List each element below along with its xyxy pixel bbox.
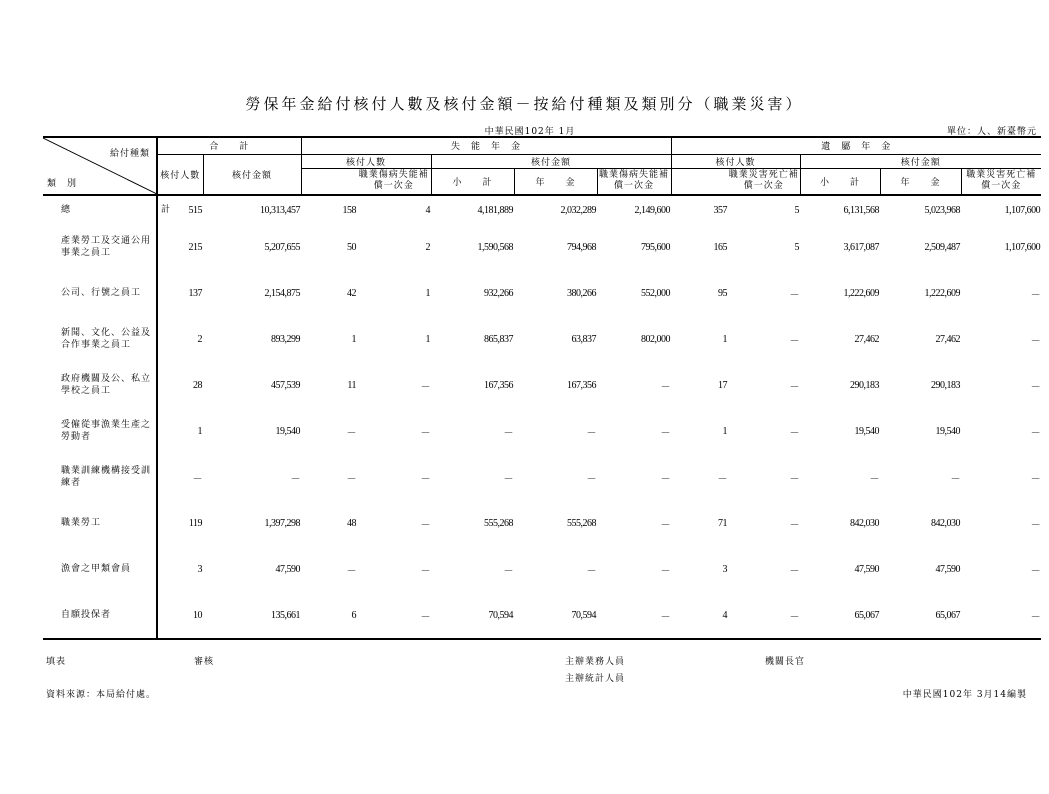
surv-count-header: 核付人數 [671, 154, 800, 168]
cell-dis-subtotal: 1,590,568 [477, 241, 514, 253]
cell-dis-lump-count: 4 [425, 204, 431, 216]
cell-total-amount: 1,397,298 [264, 517, 301, 529]
cell-surv-lump-amount: － [1030, 519, 1041, 531]
cell-dis-count: 48 [347, 517, 357, 529]
cell-surv-annuity: 19,540 [935, 425, 961, 437]
row-label: 職業訓練機構接受訓練者 [43, 454, 157, 500]
cell-dis-annuity: 167,356 [567, 379, 597, 391]
cell-total-count: 215 [188, 241, 202, 253]
table-row [43, 592, 1041, 639]
cell-dis-count: － [346, 473, 357, 485]
cell-dis-subtotal: 555,268 [484, 517, 514, 529]
footer-head: 機關長官 [765, 657, 806, 667]
cell-dis-count: 6 [301, 592, 357, 639]
cell-total-count: － [192, 473, 202, 485]
table-row [43, 500, 1041, 546]
cell-total-count: 1 [197, 425, 202, 437]
cell-total-amount: 5,207,655 [264, 241, 301, 253]
cell-dis-lump-count: 2 [425, 241, 431, 253]
cell-dis-lump-amount: 2,149,600 [634, 204, 671, 216]
cell-dis-lump-count: － [420, 473, 431, 485]
cell-surv-lump-amount: － [1030, 335, 1041, 347]
table-row [43, 224, 1041, 270]
cell-surv-lump-amount: － [1030, 381, 1041, 393]
cell-surv-lump-count: － [789, 427, 800, 439]
cell-total-amount: 457,539 [271, 379, 301, 391]
cell-surv-annuity: 5,023,968 [924, 204, 961, 216]
cell-surv-subtotal: 1,222,609 [843, 287, 880, 299]
row-label: 公司、行號之員工 [43, 270, 157, 316]
cell-surv-lump-count: － [789, 519, 800, 531]
cell-dis-annuity: 2,032,289 [560, 204, 597, 216]
cell-dis-annuity: 63,837 [571, 333, 597, 345]
cell-dis-lump-amount: － [660, 427, 671, 439]
cell-total-amount: 2,154,875 [264, 287, 301, 299]
surv-count-sub-blank [671, 168, 728, 195]
cell-total-count: 515 [188, 204, 202, 216]
cell-surv-lump-amount: － [1030, 473, 1041, 485]
cell-dis-annuity: 380,266 [567, 287, 597, 299]
corner-top-label: 給付種類 [109, 149, 150, 159]
surv-lump-count-header: 職業災害死亡補償一次金 [728, 168, 800, 195]
cell-surv-count: 3 [722, 563, 728, 575]
cell-surv-count: 357 [713, 204, 728, 216]
cell-total-count: 137 [188, 287, 202, 299]
dis-lump-count-header: 職業傷病失能補償一次金 [357, 168, 431, 195]
cell-surv-lump-amount: － [961, 592, 1041, 639]
cell-surv-subtotal: 290,183 [850, 379, 880, 391]
dis-count-header: 核付人數 [301, 154, 431, 168]
cell-surv-lump-count: － [789, 565, 800, 577]
table-row [43, 408, 1041, 454]
cell-surv-count: 17 [718, 379, 728, 391]
cell-surv-subtotal: 65,067 [800, 592, 880, 639]
cell-dis-lump-count: － [420, 427, 431, 439]
cell-dis-annuity: 70,594 [514, 592, 597, 639]
cell-dis-count: － [346, 565, 357, 577]
cell-surv-lump-count: － [789, 289, 800, 301]
cell-surv-lump-amount: － [1030, 289, 1041, 301]
compiled-date: 中華民國102年 3月14編製 [902, 690, 1027, 700]
cell-surv-lump-count: － [789, 473, 800, 485]
footer-stats-officer: 主辦統計人員 [565, 674, 626, 684]
cell-surv-annuity: 27,462 [935, 333, 961, 345]
cell-total-amount: 893,299 [271, 333, 301, 345]
cell-dis-annuity: 794,968 [567, 241, 597, 253]
dis-amount-header: 核付金額 [431, 154, 671, 168]
cell-surv-subtotal: 842,030 [850, 517, 880, 529]
header-corner [43, 137, 157, 195]
cell-dis-subtotal: 865,837 [484, 333, 514, 345]
dis-subtotal-header: 小 計 [431, 168, 514, 195]
cell-dis-lump-amount: 795,600 [641, 241, 671, 253]
table-row [43, 454, 1041, 500]
disability-group-header: 失 能 年 金 [301, 137, 671, 154]
cell-surv-count: － [717, 473, 728, 485]
cell-total-amount: 47,590 [275, 563, 301, 575]
total-count-header: 核付人數 [157, 154, 203, 195]
cell-surv-lump-count: － [789, 335, 800, 347]
cell-dis-lump-count: － [357, 592, 431, 639]
row-label: 自願投保者 [43, 592, 157, 639]
surv-annuity-header: 年 金 [880, 168, 961, 195]
cell-dis-count: 11 [347, 379, 357, 391]
cell-dis-lump-count: 1 [425, 287, 431, 299]
table-row [43, 270, 1041, 316]
cell-surv-annuity: 1,222,609 [924, 287, 961, 299]
cell-surv-lump-amount: 1,107,600 [1004, 204, 1041, 216]
cell-dis-subtotal: － [503, 565, 514, 577]
cell-dis-subtotal: － [503, 427, 514, 439]
row-label: 產業勞工及交通公用事業之員工 [43, 224, 157, 270]
corner-bottom-label: 類 別 [47, 179, 78, 189]
row-label: 漁會之甲類會員 [43, 546, 157, 592]
cell-surv-count: 165 [713, 241, 728, 253]
cell-total-amount: － [290, 473, 301, 485]
cell-surv-subtotal: 3,617,087 [843, 241, 880, 253]
cell-dis-lump-amount: － [660, 473, 671, 485]
table-row [43, 195, 1041, 224]
cell-total-count: 10 [157, 592, 203, 639]
footer-reviewed: 審核 [194, 657, 215, 667]
surv-subtotal-header: 小 計 [800, 168, 880, 195]
cell-dis-count: 42 [347, 287, 357, 299]
dis-count-sub-blank [301, 168, 357, 195]
cell-surv-annuity: 2,509,487 [924, 241, 961, 253]
cell-dis-count: 158 [342, 204, 357, 216]
page-title: 勞保年金給付核付人數及核付金額－按給付種類及類別分（職業災害） [245, 95, 804, 113]
survivor-group-header: 遺 屬 年 金 [671, 137, 1041, 154]
cell-dis-lump-count: － [420, 381, 431, 393]
cell-dis-count: 50 [347, 241, 357, 253]
cell-surv-count: 95 [718, 287, 728, 299]
total-amount-header: 核付金額 [203, 154, 301, 195]
footer-business-officer: 主辦業務人員 [565, 657, 626, 667]
cell-surv-lump-count: － [789, 381, 800, 393]
cell-total-amount: 10,313,457 [260, 204, 301, 216]
cell-surv-annuity: 47,590 [935, 563, 961, 575]
cell-surv-count: 1 [722, 425, 728, 437]
surv-lump-amount-header: 職業災害死亡補償一次金 [961, 168, 1041, 195]
cell-dis-count: － [346, 427, 357, 439]
row-label: 總 計 [43, 195, 157, 224]
cell-dis-lump-amount: － [660, 381, 671, 393]
cell-dis-subtotal: 167,356 [484, 379, 514, 391]
cell-surv-count: 71 [718, 517, 728, 529]
data-source: 資料來源：本局給付處。 [46, 690, 157, 700]
cell-total-amount: 19,540 [275, 425, 301, 437]
table-row [43, 362, 1041, 408]
cell-total-count: 2 [197, 333, 202, 345]
row-label: 政府機關及公、私立學校之員工 [43, 362, 157, 408]
cell-surv-lump-amount: － [1030, 427, 1041, 439]
cell-surv-lump-amount: － [1030, 565, 1041, 577]
cell-surv-subtotal: 47,590 [854, 563, 880, 575]
cell-total-count: 3 [197, 563, 202, 575]
row-label: 受僱從事漁業生產之勞動者 [43, 408, 157, 454]
cell-surv-subtotal: 6,131,568 [843, 204, 880, 216]
benefit-table [43, 136, 1041, 640]
cell-dis-lump-amount: 552,000 [641, 287, 671, 299]
cell-dis-subtotal: 4,181,889 [477, 204, 514, 216]
cell-surv-annuity: － [950, 473, 961, 485]
cell-surv-lump-count: － [728, 592, 800, 639]
cell-surv-lump-count: 5 [794, 241, 800, 253]
cell-surv-lump-count: 5 [794, 204, 800, 216]
table-row [43, 546, 1041, 592]
cell-dis-lump-amount: 802,000 [641, 333, 671, 345]
cell-surv-count: 4 [671, 592, 728, 639]
cell-dis-annuity: 555,268 [567, 517, 597, 529]
footer-prepared: 填表 [46, 657, 67, 667]
cell-dis-subtotal: 932,266 [484, 287, 514, 299]
report-period: 中華民國102年 1月 [484, 127, 576, 137]
total-group-header: 合 計 [157, 137, 301, 154]
cell-surv-subtotal: 19,540 [854, 425, 880, 437]
table-row [43, 316, 1041, 362]
row-label: 職業勞工 [43, 500, 157, 546]
surv-amount-header: 核付金額 [800, 154, 1041, 168]
cell-surv-annuity: 842,030 [931, 517, 961, 529]
cell-dis-count: 1 [351, 333, 357, 345]
cell-dis-lump-amount: － [597, 592, 671, 639]
cell-dis-subtotal: 70,594 [431, 592, 514, 639]
cell-dis-lump-amount: － [660, 565, 671, 577]
dis-annuity-header: 年 金 [514, 168, 597, 195]
cell-total-amount: 135,661 [203, 592, 301, 639]
cell-dis-annuity: － [586, 427, 597, 439]
cell-surv-lump-amount: 1,107,600 [1004, 241, 1041, 253]
cell-surv-annuity: 65,067 [880, 592, 961, 639]
cell-dis-annuity: － [586, 473, 597, 485]
cell-dis-lump-count: － [420, 519, 431, 531]
unit-label: 單位：人、新臺幣元 [946, 127, 1037, 137]
cell-dis-subtotal: － [503, 473, 514, 485]
cell-total-count: 119 [188, 517, 202, 529]
cell-total-count: 28 [193, 379, 202, 391]
cell-surv-annuity: 290,183 [931, 379, 961, 391]
cell-dis-lump-amount: － [660, 519, 671, 531]
cell-dis-lump-count: － [420, 565, 431, 577]
cell-surv-subtotal: － [869, 473, 880, 485]
row-label: 新聞、文化、公益及合作事業之員工 [43, 316, 157, 362]
cell-surv-count: 1 [722, 333, 728, 345]
cell-surv-subtotal: 27,462 [854, 333, 880, 345]
dis-lump-amount-header: 職業傷病失能補償一次金 [597, 168, 671, 195]
cell-dis-annuity: － [586, 565, 597, 577]
cell-dis-lump-count: 1 [425, 333, 431, 345]
